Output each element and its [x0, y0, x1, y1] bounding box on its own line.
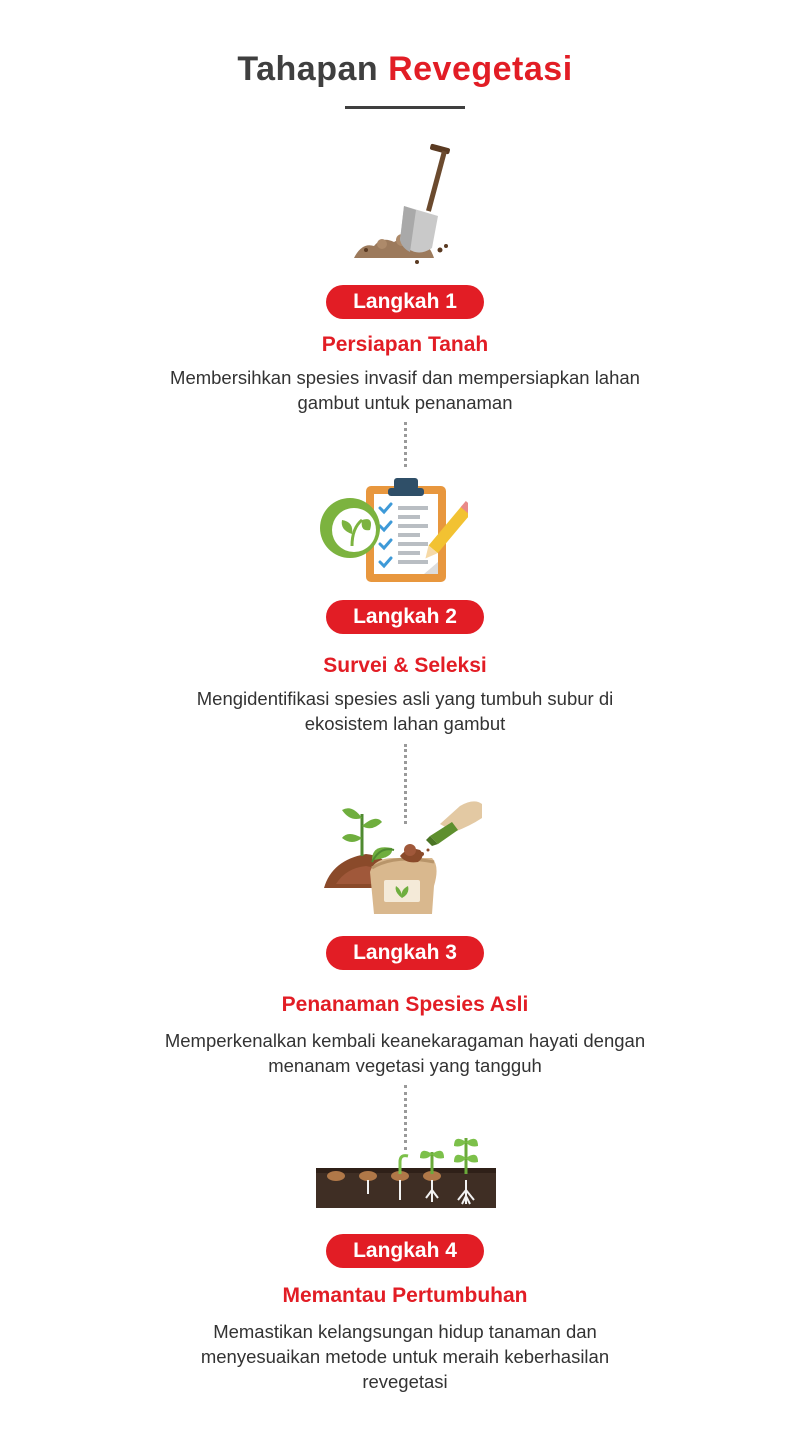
title-underline — [345, 106, 465, 109]
clipboard-checklist-icon — [318, 476, 468, 586]
title-part-1: Tahapan — [237, 50, 379, 88]
step-4-badge: Langkah 4 — [326, 1234, 484, 1268]
step-1-description: Membersihkan spesies invasif dan mempersiapkan lahan gambut untuk penanaman — [170, 367, 640, 413]
step-2-badge: Langkah 2 — [326, 600, 484, 634]
page-title — [0, 50, 810, 89]
seed-bag-planting-icon — [322, 796, 492, 918]
step-1-title: Persiapan Tanah — [321, 333, 489, 356]
step-2-title: Survei & Seleksi — [323, 654, 487, 677]
step-3-badge: Langkah 3 — [326, 936, 484, 970]
step-3-title: Penanaman Spesies Asli — [281, 993, 529, 1016]
step-4-description: Memastikan kelangsungan hidup tanaman dan menyesuaikan metode untuk meraih keberhasilan revegetasi — [200, 1321, 610, 1392]
shovel-soil-icon — [352, 142, 452, 266]
step-4-title: Memantau Pertumbuhan — [282, 1284, 528, 1307]
seedling-growth-icon — [316, 1134, 496, 1210]
step-1-badge: Langkah 1 — [326, 285, 484, 319]
step-3-description: Memperkenalkan kembali keanekaragaman hayati dengan menanam vegetasi yang tangguh — [164, 1030, 646, 1076]
step-2-description: Mengidentifikasi spesies asli yang tumbuh subur di ekosistem lahan gambut — [196, 688, 614, 734]
title-part-2: Revegetasi — [388, 50, 573, 88]
connector-1-2 — [404, 422, 407, 467]
